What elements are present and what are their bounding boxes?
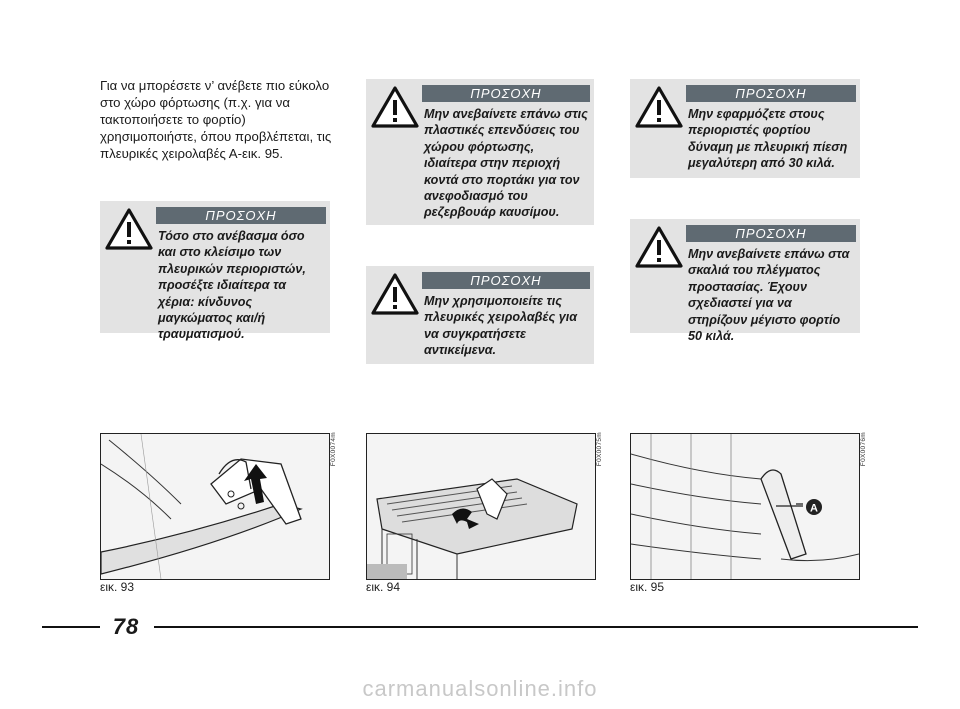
warning-text: Μην ανεβαίνετε επάνω στις πλαστικές επενδύσεις του χώρου φόρτωσης, ιδιαίτερα στην περιοχή κοντά στο πορτάκι για τον ανεφοδιασμό του ρεζερβουάρ καυσίμου. [424,107,588,220]
warning-title: ΠΡΟΣΟΧΗ [686,85,856,102]
warning-text: Μην ανεβαίνετε επάνω στα σκαλιά του πλέγματος προστασίας. Έχουν σχεδιαστεί για να στηρίζουν μέγιστο φορτίο 50 κιλά. [688,247,850,344]
figure-caption: εικ. 93 [100,580,135,594]
warning-title: ΠΡΟΣΟΧΗ [156,207,326,224]
watermark: carmanualsonline.info [362,676,598,701]
figure-code: F0X0076m [860,432,867,467]
figure-95-illustration [630,433,860,580]
warning-box-side-handles [366,266,594,364]
warning-box-grille-steps [630,219,860,344]
figure-caption: εικ. 94 [366,580,401,594]
figure-code: F0X0075m [596,432,603,467]
warning-title: ΠΡΟΣΟΧΗ [686,225,856,242]
footer-rule-right [154,626,918,628]
figure-caption: εικ. 95 [630,580,665,594]
callout-label-a: A [810,502,818,515]
figure-code: F0X0074m [330,432,337,467]
figure-93-illustration [100,433,330,580]
warning-text: Τόσο στο ανέβασμα όσο και στο κλείσιμο των πλευρικών περιοριστών, προσέξτε ιδιαίτερα τα χέρια: κίνδυνος μαγκώματος και/ή τραυματισμού. [158,229,306,342]
warning-text: Μην εφαρμόζετε στους περιοριστές φορτίου δύναμη με πλευρική πίεση μεγαλύτερη από 30 κιλά. [688,107,848,171]
intro-paragraph: Για να μπορέσετε ν’ ανέβετε πιο εύκολο στο χώρο φόρτωσης (π.χ. για να τακτοποιήσετε το φορτίο) χρησιμοποιήστε, όπου προβλέπεται, τις πλευρικές χειρολαβές Α-εικ. 95. [100,78,332,161]
footer-rule-left [42,626,100,628]
page-number: 78 [112,614,140,639]
warning-box-hands [100,201,330,342]
warning-box-load-limiters [630,79,860,178]
warning-title: ΠΡΟΣΟΧΗ [422,272,590,289]
warning-text: Μην χρησιμοποιείτε τις πλευρικές χειρολαβές για να συγκρατήσετε αντικείμενα. [424,294,578,358]
warning-title: ΠΡΟΣΟΧΗ [422,85,590,102]
warning-box-plastic-covers [366,79,594,225]
figure-94-illustration [366,433,596,580]
